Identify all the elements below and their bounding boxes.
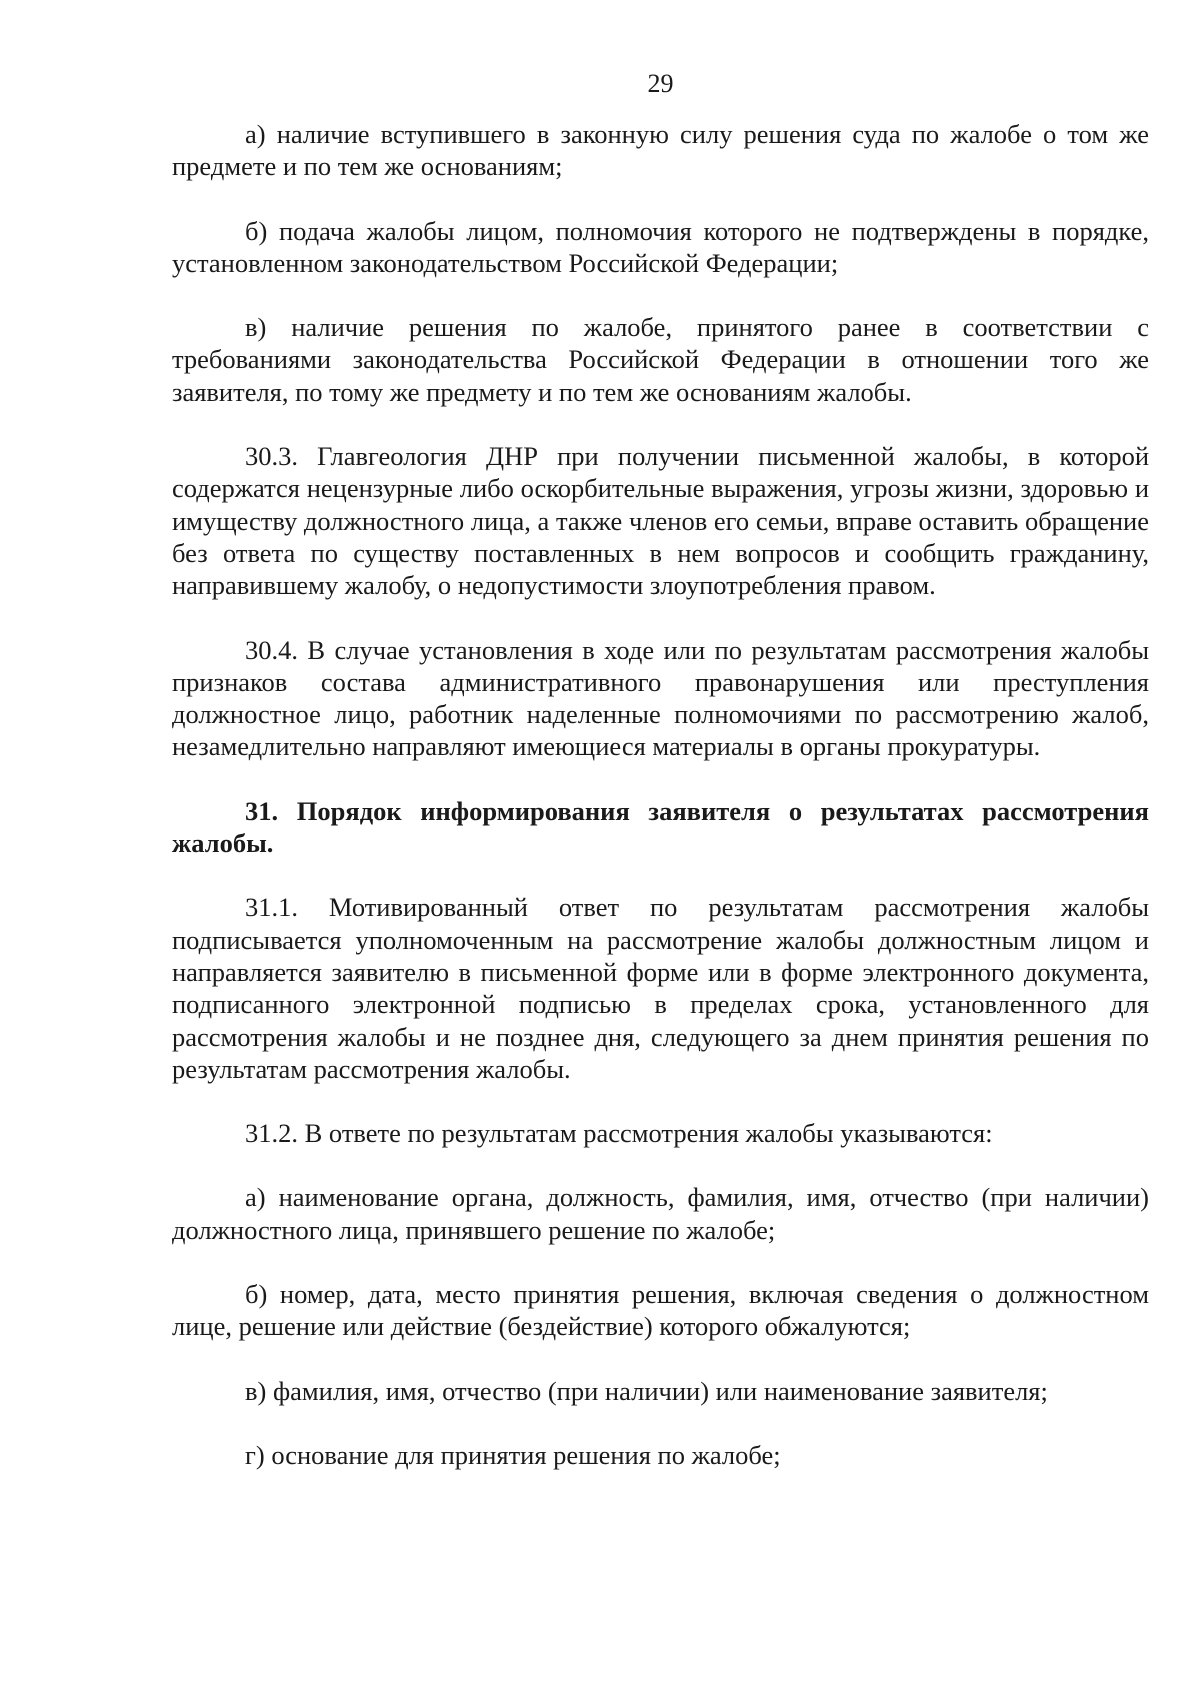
document-page <box>172 0 1149 1697</box>
section-heading-31: 31. Порядок информирования заявителя о результатах рассмотрения жалобы. <box>172 795 1149 859</box>
page-number: 29 <box>647 69 674 98</box>
paragraph-item-31-2-v: в) фамилия, имя, отчество (при наличии) или наименование заявителя; <box>245 1375 1048 1406</box>
paragraph-item-31-2-b: б) номер, дата, место принятия решения, включая сведения о должностном лице, решение или действие (бездействие) которого обжалуются; <box>172 1279 1149 1342</box>
paragraph-clause-31-2: 31.2. В ответе по результатам рассмотрения жалобы указываются: <box>245 1118 993 1149</box>
paragraph-clause-30-3: 30.3. Главгеология ДНР при получении письменной жалобы, в которой содержатся нецензурные либо оскорбительные выражения, угрозы жизни, здоровью и имуществу должностного лица, а также членов его семьи, вправе оставить обращение без ответа по существу поставленных в нем вопросов и сообщить гражданину, направившему жалобу, о недопустимости злоупотребления правом. <box>172 441 1149 601</box>
paragraph-item-a: а) наличие вступившего в законную силу решения суда по жалобе о том же предмете и по тем же основаниям; <box>172 119 1149 182</box>
paragraph-clause-30-4: 30.4. В случае установления в ходе или по результатам рассмотрения жалобы признаков состава административного правонарушения или преступления должностное лицо, работник наделенные полномочиями по рассмотрению жалоб, незамедлительно направляют имеющиеся материалы в органы прокуратуры. <box>172 634 1149 762</box>
document-body <box>172 118 1149 1471</box>
paragraph-item-v: в) наличие решения по жалобе, принятого ранее в соответствии с требованиями законодательства Российской Федерации в отношении того же заявителя, по тому же предмету и по тем же основаниям жалобы. <box>172 312 1149 407</box>
paragraph-clause-31-1: 31.1. Мотивированный ответ по результатам рассмотрения жалобы подписывается уполномоченным на рассмотрение жалобы должностным лицом и направляется заявителю в письменной форме или в форме электронного документа, подписанного электронной подписью в пределах срока, установленного для рассмотрения жалобы и не позднее дня, следующего за днем принятия решения по результатам рассмотрения жалобы. <box>172 892 1149 1084</box>
paragraph-item-b: б) подача жалобы лицом, полномочия которого не подтверждены в порядке, установленном законодательством Российской Федерации; <box>172 215 1149 278</box>
paragraph-item-31-2-a: а) наименование органа, должность, фамилия, имя, отчество (при наличии) должностного лица, принявшего решение по жалобе; <box>172 1182 1149 1245</box>
paragraph-item-31-2-g: г) основание для принятия решения по жалобе; <box>245 1439 781 1470</box>
